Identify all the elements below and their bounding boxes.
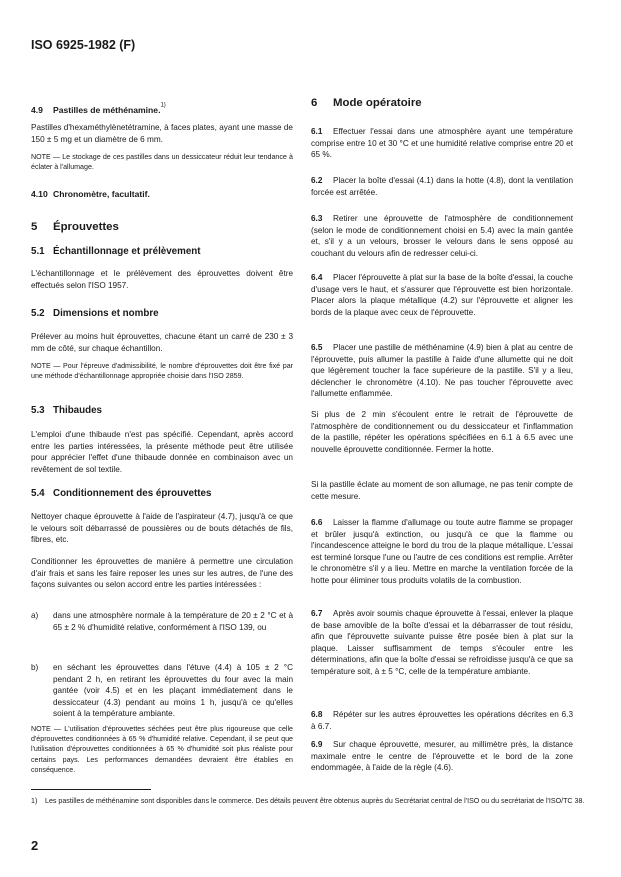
section-5-3-text: L'emploi d'une thibaude n'est pas spécifié. Cependant, après accord entre les parties intéressées, la présente méthode peut être utilisée pour apprécier l'effet d'une thibaude donnée en combinaison avec un revêtement de sol textile.: [31, 430, 293, 474]
section-5-4-paragraph-2: Conditionner les éprouvettes de manière à permettre une circulation d'air frais et sans les faire reposer les unes sur les autres, de l'une des façons suivantes ou selon accord entre les parties intéressées :: [31, 557, 293, 590]
section-number: 5.1: [31, 246, 45, 257]
clause-6-9: [311, 739, 573, 774]
footnote-ref: 1): [160, 102, 166, 109]
clause-text: Après avoir soumis chaque éprouvette à l'essai, enlever la plaque de base amovible de la boîte d'essai et la débarrasser de tout résidu, afin que l'éprouvette suivante puisse être posée bien à plat sur la plaque. Laisser suffisamment de temps s'écouler entre les déterminations, afin que la boîte d'essai se refroidisse jusqu'à ce que sa température soit, à ± 5 °C, celle de la température ambiante.: [311, 609, 573, 676]
clause-6-7: [311, 608, 573, 678]
list-label: a): [31, 611, 39, 620]
footnote-mark: 1): [31, 797, 38, 805]
document-header: ISO 6925-1982 (F): [31, 38, 136, 52]
section-5-2-heading: [31, 308, 293, 319]
section-number: 5.4: [31, 488, 45, 499]
section-5-2-note: NOTE — Pour l'épreuve d'admissibilité, le nombre d'éprouvettes doit être fixé par une méthode d'échantillonnage appropriée choisie dans l'ISO 2859.: [31, 362, 293, 381]
section-5-2-text: Prélever au moins huit éprouvettes, chacune étant un carré de 230 ± 3 mm de côté, sur chaque échantillon.: [31, 332, 293, 353]
clause-6-3: [311, 213, 573, 259]
clause-text: Laisser la flamme d'allumage ou toute autre flamme se propager et brûler jusqu'à extinction, ou jusqu'à ce que la flamme ou l'incandescence atteigne le bord du trou de la plaque métallique. L'essai est terminé lorsque l'une ou l'autre de ces conditions est remplie. Arrêter le chronomètre s'il y a lieu. Mettre en marche la ventilation forcée de la hotte pour éliminer tous produits volatils de la combustion.: [311, 518, 573, 585]
clause-6-5: [311, 342, 573, 400]
section-5-4-paragraph-1: Nettoyer chaque éprouvette à l'aide de l'aspirateur (4.7), jusqu'à ce que le velours soit débarrassé de poussières ou de bouts détachés de fils, fibres, etc.: [31, 512, 293, 545]
list-label: b): [31, 663, 39, 672]
section-title: Échantillonnage et prélèvement: [53, 246, 201, 257]
section-title: Conditionnement des éprouvettes: [53, 488, 212, 499]
section-title: Thibaudes: [53, 405, 102, 416]
clause-6-6: [311, 517, 573, 587]
section-number: 6: [311, 97, 318, 109]
clause-text: Placer la boîte d'essai (4.1) dans la hotte (4.8), dont la ventilation forcée est arrêtée.: [311, 176, 573, 197]
clause-text: Répéter sur les autres éprouvettes les opérations décrites en 6.3 à 6.7.: [311, 710, 573, 731]
list-text: en séchant les éprouvettes dans l'étuve (4.4) à 105 ± 2 °C pendant 2 h, en retirant les éprouvettes du four avec la main gantée (voir 4.5) et en les plaçant immédiatement dans le dessiccateur (4.3) pendant au moins 1 h, jusqu'à ce qu'elles soient à la température ambiante.: [53, 663, 293, 719]
clause-number: 6.1: [311, 127, 323, 136]
section-title: Chronomètre, facultatif.: [53, 189, 150, 199]
section-5-1-text: L'échantillonnage et le prélèvement des éprouvettes doivent être effectués selon l'ISO 1957.: [31, 269, 293, 290]
clause-number: 6.3: [311, 214, 323, 223]
list-text: dans une atmosphère normale à la température de 20 ± 2 °C et à 65 ± 2 % d'humidité relative, conformément à l'ISO 139, ou: [53, 611, 293, 632]
page-number: 2: [31, 838, 39, 853]
clause-6-5-paragraph-3: Si la pastille éclate au moment de son allumage, ne pas tenir compte de cette mesure.: [311, 480, 573, 501]
clause-text: Effectuer l'essai dans une atmosphère ayant une température comprise entre 10 et 30 °C et une humidité relative comprise entre 20 et 65 %.: [311, 127, 573, 160]
section-number: 5.3: [31, 405, 45, 416]
section-title: Mode opératoire: [333, 97, 422, 109]
section-number: 5: [31, 221, 38, 233]
clause-6-2: [311, 175, 573, 198]
clause-6-4: [311, 272, 573, 318]
clause-6-8: [311, 709, 573, 732]
section-4-9-heading: [31, 100, 293, 118]
section-number: 5.2: [31, 308, 45, 319]
clause-text: Retirer une éprouvette de l'atmosphère de conditionnement (selon le mode de conditionnement choisi en 5.4) avec la main gantée et, s'il y a un velours, brosser le velours dans le sens opposé au couchant du velours afin de redresser celui-ci.: [311, 214, 573, 258]
section-4-9-note: NOTE — Le stockage de ces pastilles dans un dessiccateur réduit leur tendance à éclater à l'allumage.: [31, 153, 293, 172]
section-5-3-heading: [31, 405, 293, 416]
section-6-heading: [311, 97, 573, 109]
clause-number: 6.8: [311, 710, 323, 719]
section-number: 4.9: [31, 105, 43, 115]
clause-6-1: [311, 126, 573, 161]
footnote: [31, 796, 591, 806]
list-item-a: [31, 610, 293, 633]
section-number: 4.10: [31, 189, 48, 199]
clause-number: 6.4: [311, 273, 323, 282]
clause-text: Placer une pastille de méthénamine (4.9) bien à plat au centre de l'éprouvette, puis allumer la pastille à l'aide d'une allumette qui ne doit que légèrement toucher la face supérieure de la pastille. S'il y a lieu, déclencher le chronomètre (4.10). Ne pas toucher l'éprouvette avec l'allumette enflammée.: [311, 343, 573, 399]
section-5-4-heading: [31, 488, 293, 499]
section-5-4-note: NOTE — L'utilisation d'éprouvettes séchées peut être plus rigoureuse que celle d'éprouvettes conditionnées à 65 % d'humidité relative. Cependant, il se peut que l'utilisation d'éprouvettes conditionnées à 65 % d'humidité soit plus réaliste pour certains pays. Les performances demandées devraient être établies en conséquence.: [31, 725, 293, 774]
section-5-heading: [31, 221, 293, 233]
footnote-divider: [31, 789, 151, 790]
clause-6-5-paragraph-2: Si plus de 2 min s'écoulent entre le retrait de l'éprouvette de l'atmosphère de conditionnement ou du dessiccateur et l'inflammation de la pastille, répéter les opérations spécifiées en 6.1 à 6.5 avec une nouvelle éprouvette conditionnée. Fermer la hotte.: [311, 410, 573, 454]
clause-text: Placer l'éprouvette à plat sur la base de la boîte d'essai, la couche d'usage vers le haut, et s'assurer que l'éprouvette est bien horizontale. Placer alors la plaque métallique (4.2) sur l'éprouvette et aligner les bords de la plaque avec ceux de l'éprouvette.: [311, 273, 573, 317]
clause-number: 6.7: [311, 609, 323, 618]
clause-number: 6.6: [311, 518, 323, 527]
section-5-1-heading: [31, 246, 293, 257]
footnote-text: Les pastilles de méthénamine sont disponibles dans le commerce. Des détails peuvent être obtenus auprès du Secrétariat central de l'ISO ou du secrétariat de l'ISO/TC 38.: [45, 797, 585, 805]
section-title: Dimensions et nombre: [53, 308, 159, 319]
section-title: Pastilles de méthénamine.: [53, 105, 161, 115]
section-4-9-text: Pastilles d'hexaméthylènetétramine, à faces plates, ayant une masse de 150 ± 5 mg et un diamètre de 6 mm.: [31, 123, 293, 144]
section-title: Éprouvettes: [53, 221, 119, 233]
list-item-b: [31, 662, 293, 720]
clause-number: 6.5: [311, 343, 323, 352]
clause-number: 6.9: [311, 740, 323, 749]
clause-text: Sur chaque éprouvette, mesurer, au millimètre près, la distance maximale entre le centre de l'éprouvette et le bord de la zone endommagée, à l'aide de la règle (4.6).: [311, 740, 573, 773]
section-4-10: [31, 189, 293, 199]
clause-number: 6.2: [311, 176, 323, 185]
